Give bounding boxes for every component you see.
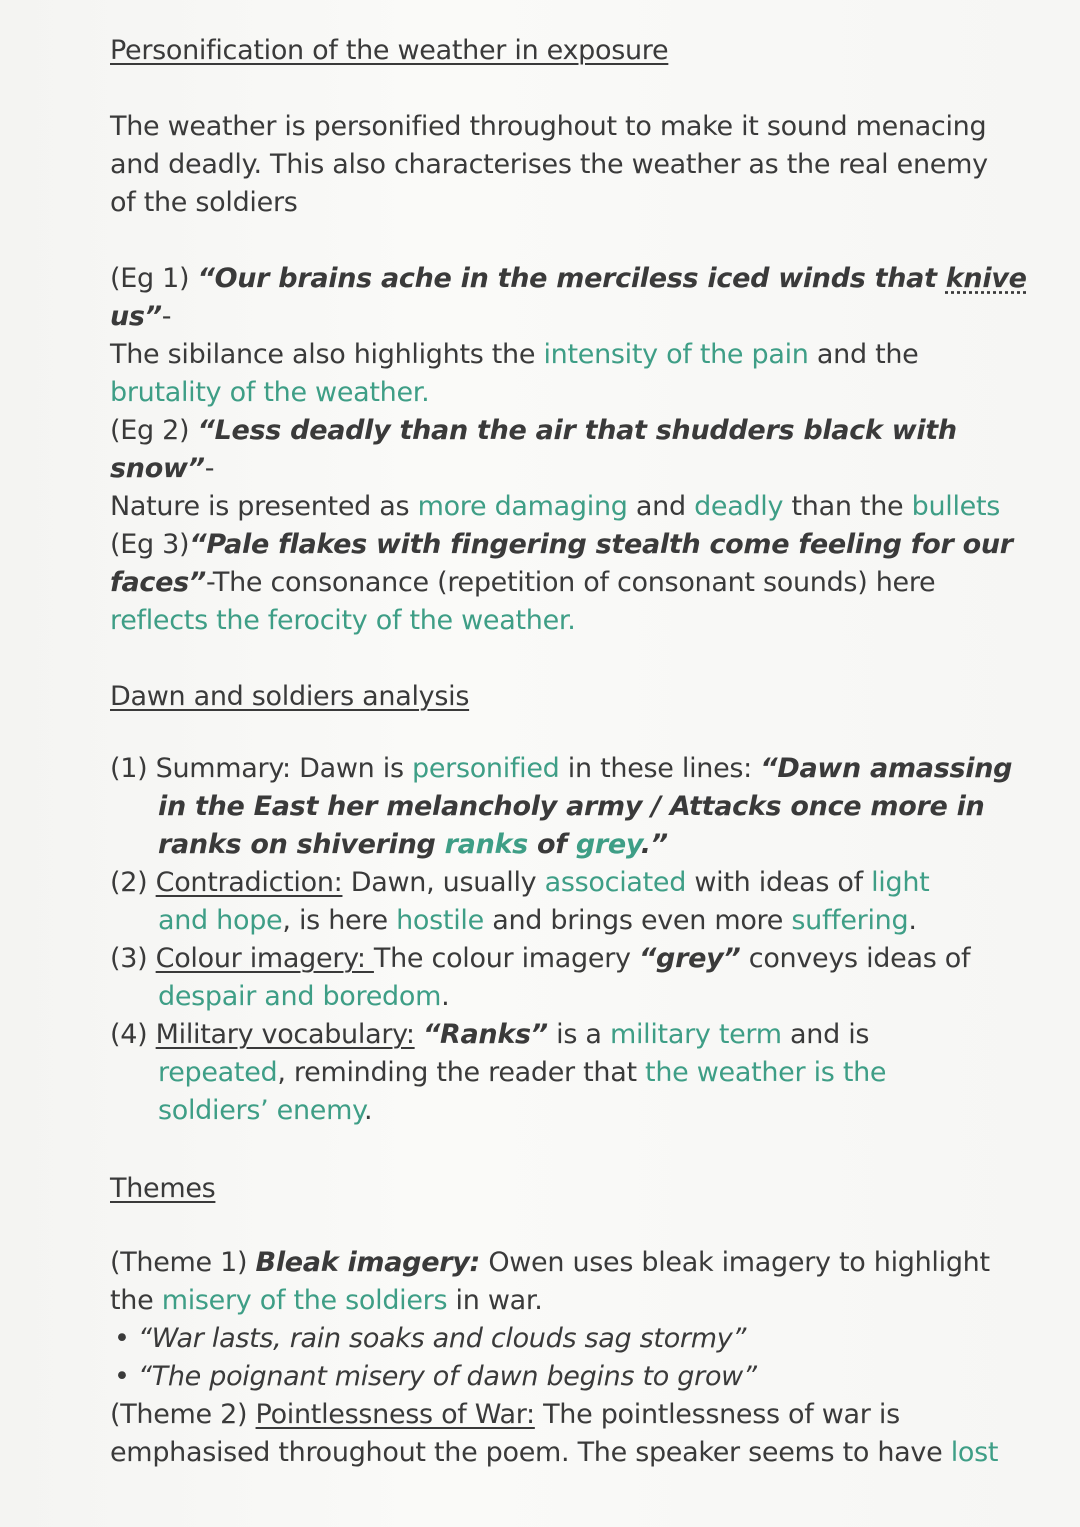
- point-1-quote-of: of: [527, 829, 576, 860]
- point-4-label: Military vocabulary:: [155, 1019, 415, 1050]
- eg1-dash: -: [161, 301, 172, 332]
- eg1-text-and: and the: [808, 339, 919, 370]
- point-4-text-d: .: [363, 1095, 373, 1126]
- dawn-point-1-line-3: [158, 826, 668, 864]
- point-4-number: (4): [110, 1019, 156, 1050]
- point-2-text-e: .: [908, 905, 917, 936]
- eg2-label: (Eg 2): [110, 415, 198, 446]
- eg2-analysis-line: [110, 488, 1000, 526]
- theme-1-label: (Theme 1): [110, 1247, 256, 1278]
- bullet-2-quote: “The poignant misery of dawn begins to grow”: [137, 1361, 757, 1392]
- point-2-text-a: Dawn, usually: [342, 867, 545, 898]
- eg3-quote-line: [110, 526, 1013, 564]
- dawn-point-4-line-3: [158, 1092, 372, 1130]
- point-4-highlight-repeated: repeated: [158, 1057, 278, 1088]
- dawn-point-4-line-1: [110, 1016, 869, 1054]
- eg1-highlight-brutality: brutality of the weather.: [110, 377, 430, 408]
- eg1-quote-end-line: [110, 298, 171, 336]
- eg3-quote: “Pale flakes with fingering stealth come feeling for our: [189, 529, 1013, 560]
- dawn-point-3-line-1: [110, 940, 970, 978]
- eg2-highlight-damaging: more damaging: [417, 491, 628, 522]
- point-1-quote-b: in the East her melancholy army / Attacks once more in: [158, 791, 985, 822]
- theme-2-line-2: [110, 1434, 998, 1472]
- eg2-text-than: than the: [783, 491, 912, 522]
- theme-1-line-1: [110, 1244, 990, 1282]
- eg3-text: -The consonance (repetition of consonant sounds) here: [205, 567, 936, 598]
- eg2-text-and: and: [627, 491, 695, 522]
- bullet-1-line: [114, 1320, 746, 1358]
- point-4-quote: “Ranks”: [422, 1019, 548, 1050]
- section-heading-themes: Themes: [110, 1173, 216, 1204]
- point-1-text: Summary: Dawn is: [155, 753, 412, 784]
- eg1-quote-knive: knive: [945, 263, 1027, 294]
- theme-1-text-a: Owen uses bleak imagery to highlight: [480, 1247, 990, 1278]
- point-3-quote: “grey”: [638, 943, 741, 974]
- eg1-highlight-intensity: intensity of the pain: [543, 339, 809, 370]
- point-2-number: (2): [110, 867, 156, 898]
- eg1-text: The sibilance also highlights the: [110, 339, 544, 370]
- dawn-point-3-line-2: [158, 978, 449, 1016]
- point-1-highlight-personified: personified: [412, 753, 560, 784]
- theme-2-title: Pointlessness of War:: [255, 1399, 535, 1430]
- point-4-highlight-military: military term: [609, 1019, 782, 1050]
- eg1-label: (Eg 1): [110, 263, 198, 294]
- bullet-2-line: [114, 1358, 757, 1396]
- dawn-point-2-line-1: [110, 864, 929, 902]
- theme-2-text-b: emphasised throughout the poem. The speaker seems to have: [110, 1437, 951, 1468]
- dawn-point-4-line-2: [158, 1054, 886, 1092]
- point-2-label: Contradiction:: [155, 867, 343, 898]
- point-1-highlight-grey: grey: [575, 829, 641, 860]
- eg2-quote-end: snow”: [110, 453, 205, 484]
- eg3-label: (Eg 3): [110, 529, 190, 560]
- eg1-analysis-line-1: [110, 336, 918, 374]
- point-3-text-b: conveys ideas of: [740, 943, 971, 974]
- theme-1-text-c: in war.: [447, 1285, 543, 1316]
- theme-1-line-2: [110, 1282, 542, 1320]
- point-4-text-b: and is: [781, 1019, 870, 1050]
- point-1-quote-c: ranks on shivering: [158, 829, 445, 860]
- eg2-quote-line: [110, 412, 957, 450]
- point-2-highlight-suffering: suffering: [791, 905, 909, 936]
- point-2-highlight-hostile: hostile: [396, 905, 484, 936]
- point-2-text-d: and brings even more: [483, 905, 792, 936]
- eg3-highlight-ferocity: reflects the ferocity of the weather.: [110, 605, 576, 636]
- point-4-highlight-enemy: soldiers’ enemy: [158, 1095, 364, 1126]
- point-1-number: (1): [110, 753, 156, 784]
- theme-1-title: Bleak imagery:: [255, 1247, 481, 1278]
- theme-2-label: (Theme 2): [110, 1399, 256, 1430]
- bullet-1-glyph: •: [114, 1323, 130, 1354]
- point-2-highlight-associated: associated: [544, 867, 687, 898]
- intro-line-2: and deadly. This also characterises the weather as the real enemy: [110, 149, 988, 180]
- section-heading-dawn: Dawn and soldiers analysis: [110, 681, 470, 712]
- point-3-number: (3): [110, 943, 156, 974]
- dawn-point-2-line-2: [158, 902, 917, 940]
- point-4-highlight-weather: the weather is the: [645, 1057, 887, 1088]
- point-1-quote-a: “Dawn amassing: [760, 753, 1013, 784]
- point-4-text-c: , reminding the reader that: [277, 1057, 646, 1088]
- point-3-text-a: The colour imagery: [373, 943, 639, 974]
- point-1-highlight-ranks: ranks: [444, 829, 528, 860]
- eg3-quote-end: faces”: [110, 567, 206, 598]
- dawn-point-1-line-1: [110, 750, 1012, 788]
- eg2-quote: “Less deadly than the air that shudders black with: [197, 415, 957, 446]
- point-1-text-b: in these lines:: [559, 753, 761, 784]
- eg3-quote-end-line: [110, 564, 935, 602]
- intro-line-3: of the soldiers: [110, 187, 298, 218]
- point-2-text-c: , is here: [282, 905, 397, 936]
- theme-1-highlight-misery: misery of the soldiers: [161, 1285, 448, 1316]
- point-1-quote-end: .”: [640, 829, 668, 860]
- point-2-highlight-light: light: [871, 867, 930, 898]
- point-2-text-b: with ideas of: [686, 867, 872, 898]
- bullet-1-quote: “War lasts, rain soaks and clouds sag stormy”: [137, 1323, 747, 1354]
- eg2-dash: -: [204, 453, 215, 484]
- bullet-2-glyph: •: [114, 1361, 130, 1392]
- theme-2-highlight-lost: lost: [950, 1437, 999, 1468]
- eg1-quote-line: [110, 260, 1027, 298]
- point-3-label: Colour imagery:: [155, 943, 374, 974]
- eg2-highlight-deadly: deadly: [694, 491, 784, 522]
- eg2-highlight-bullets: bullets: [911, 491, 1001, 522]
- eg1-quote-end: us”: [110, 301, 162, 332]
- theme-2-line-1: [110, 1396, 900, 1434]
- point-3-text-c: .: [441, 981, 450, 1012]
- eg2-quote-end-line: [110, 450, 214, 488]
- point-3-highlight-despair: despair and boredom: [158, 981, 442, 1012]
- eg1-quote: “Our brains ache in the merciless iced winds that: [197, 263, 946, 294]
- theme-2-text-a: The pointlessness of war is: [534, 1399, 900, 1430]
- point-4-text-a: is a: [547, 1019, 610, 1050]
- intro-line-1: The weather is personified throughout to make it sound menacing: [110, 111, 987, 142]
- point-2-highlight-hope: and hope: [158, 905, 283, 936]
- eg2-text: Nature is presented as: [110, 491, 418, 522]
- point-4-space: [415, 1019, 423, 1050]
- theme-1-text-b: the: [110, 1285, 162, 1316]
- section-heading-personification: Personification of the weather in exposure: [110, 35, 669, 66]
